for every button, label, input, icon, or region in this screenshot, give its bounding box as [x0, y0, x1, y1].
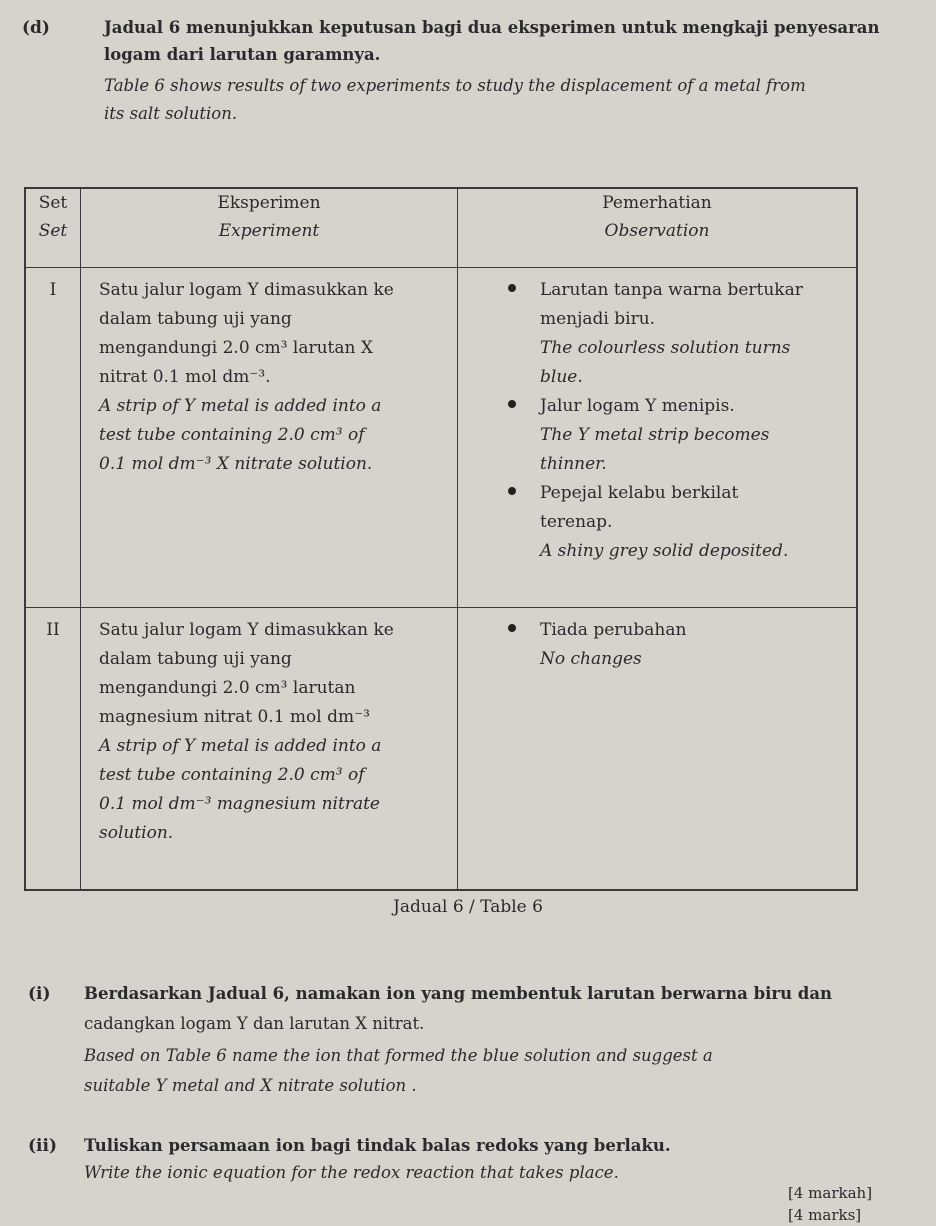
exp-line: Satu jalur logam Y dimasukkan ke: [99, 280, 394, 300]
exp-line: solution.: [99, 823, 174, 843]
exp-line: mengandungi 2.0 cm³ larutan: [99, 678, 356, 698]
bullet-icon: [508, 487, 516, 495]
exp-line: dalam tabung uji yang: [99, 649, 292, 669]
header-experiment: [81, 188, 458, 268]
intro-malay-line-2: logam dari larutan garamnya.: [104, 45, 381, 64]
observation-cell: [458, 608, 858, 891]
intro-english-line-2: its salt solution.: [104, 104, 238, 123]
q1-en-line-2: suitable Y metal and X nitrate solution .: [84, 1076, 417, 1095]
obs-ms-line: Pepejal kelabu berkilat: [540, 483, 739, 503]
obs-en-line: The Y metal strip becomes: [540, 425, 770, 445]
q2-ms-line-1: Tuliskan persamaan ion bagi tindak balas redoks yang berlaku.: [84, 1136, 671, 1155]
exp-line: A strip of Y metal is added into a: [99, 736, 382, 756]
header-set-ms: Set: [38, 193, 68, 213]
exp-line: test tube containing 2.0 cm³ of: [99, 425, 365, 445]
obs-ms-line: Larutan tanpa warna bertukar: [540, 280, 803, 300]
experiment-cell: [81, 608, 458, 891]
header-experiment-en: Experiment: [218, 221, 320, 241]
observation-item: [484, 479, 846, 566]
header-observation-en: Observation: [604, 221, 710, 241]
table-row-set-1: [25, 268, 857, 608]
observation-item: [484, 616, 846, 674]
set-cell: II: [25, 608, 81, 891]
intro-english-line-1: Table 6 shows results of two experiments to study the displacement of a metal from: [104, 76, 806, 95]
marks-malay: [4 markah]: [788, 1184, 873, 1202]
q1-ms-line-1: Berdasarkan Jadual 6, namakan ion yang membentuk larutan berwarna biru dan: [84, 984, 833, 1003]
observation-cell: [458, 268, 858, 608]
obs-en-line: No changes: [540, 649, 642, 669]
question-label: (d): [22, 18, 50, 38]
obs-en-line: The colourless solution turns: [540, 338, 791, 358]
table-row-set-2: [25, 608, 857, 891]
obs-ms-line: menjadi biru.: [540, 309, 656, 329]
header-experiment-ms: Eksperimen: [217, 193, 321, 213]
marks-english: [4 marks]: [788, 1206, 862, 1224]
obs-en-line: A shiny grey solid deposited.: [540, 541, 789, 561]
observation-item: [484, 276, 846, 392]
table-caption: Jadual 6 / Table 6: [393, 897, 543, 917]
exp-line: 0.1 mol dm⁻³ X nitrate solution.: [99, 454, 373, 474]
experiment-cell: [81, 268, 458, 608]
set-cell: I: [25, 268, 81, 608]
obs-en-line: thinner.: [540, 454, 607, 474]
header-set: [25, 188, 81, 268]
obs-ms-line: Tiada perubahan: [540, 620, 687, 640]
exp-line: nitrat 0.1 mol dm⁻³.: [99, 367, 271, 387]
bullet-icon: [508, 624, 516, 632]
q2-en-line-1: Write the ionic equation for the redox reaction that takes place.: [84, 1163, 619, 1182]
obs-en-line: blue.: [540, 367, 583, 387]
bullet-icon: [508, 284, 516, 292]
obs-ms-line: Jalur logam Y menipis.: [540, 396, 735, 416]
exp-line: A strip of Y metal is added into a: [99, 396, 382, 416]
obs-ms-line: terenap.: [540, 512, 613, 532]
exp-line: 0.1 mol dm⁻³ magnesium nitrate: [99, 794, 380, 814]
results-table: [24, 187, 858, 891]
intro-malay-line-1: Jadual 6 menunjukkan keputusan bagi dua eksperimen untuk mengkaji penyesaran: [104, 18, 880, 37]
bullet-icon: [508, 400, 516, 408]
question-i-label: (i): [28, 984, 51, 1004]
question-ii-label: (ii): [28, 1136, 58, 1156]
q1-ms-line-2: cadangkan logam Y dan larutan X nitrat.: [84, 1014, 425, 1033]
exp-line: magnesium nitrat 0.1 mol dm⁻³: [99, 707, 370, 727]
header-observation: [458, 188, 858, 268]
header-observation-ms: Pemerhatian: [602, 193, 712, 213]
observation-item: [484, 392, 846, 479]
q1-en-line-1: Based on Table 6 name the ion that formed the blue solution and suggest a: [84, 1046, 713, 1065]
exp-line: test tube containing 2.0 cm³ of: [99, 765, 365, 785]
header-set-en: Set: [38, 221, 68, 241]
exp-line: dalam tabung uji yang: [99, 309, 292, 329]
exp-line: mengandungi 2.0 cm³ larutan X: [99, 338, 373, 358]
exp-line: Satu jalur logam Y dimasukkan ke: [99, 620, 394, 640]
table-header-row: [25, 188, 857, 268]
